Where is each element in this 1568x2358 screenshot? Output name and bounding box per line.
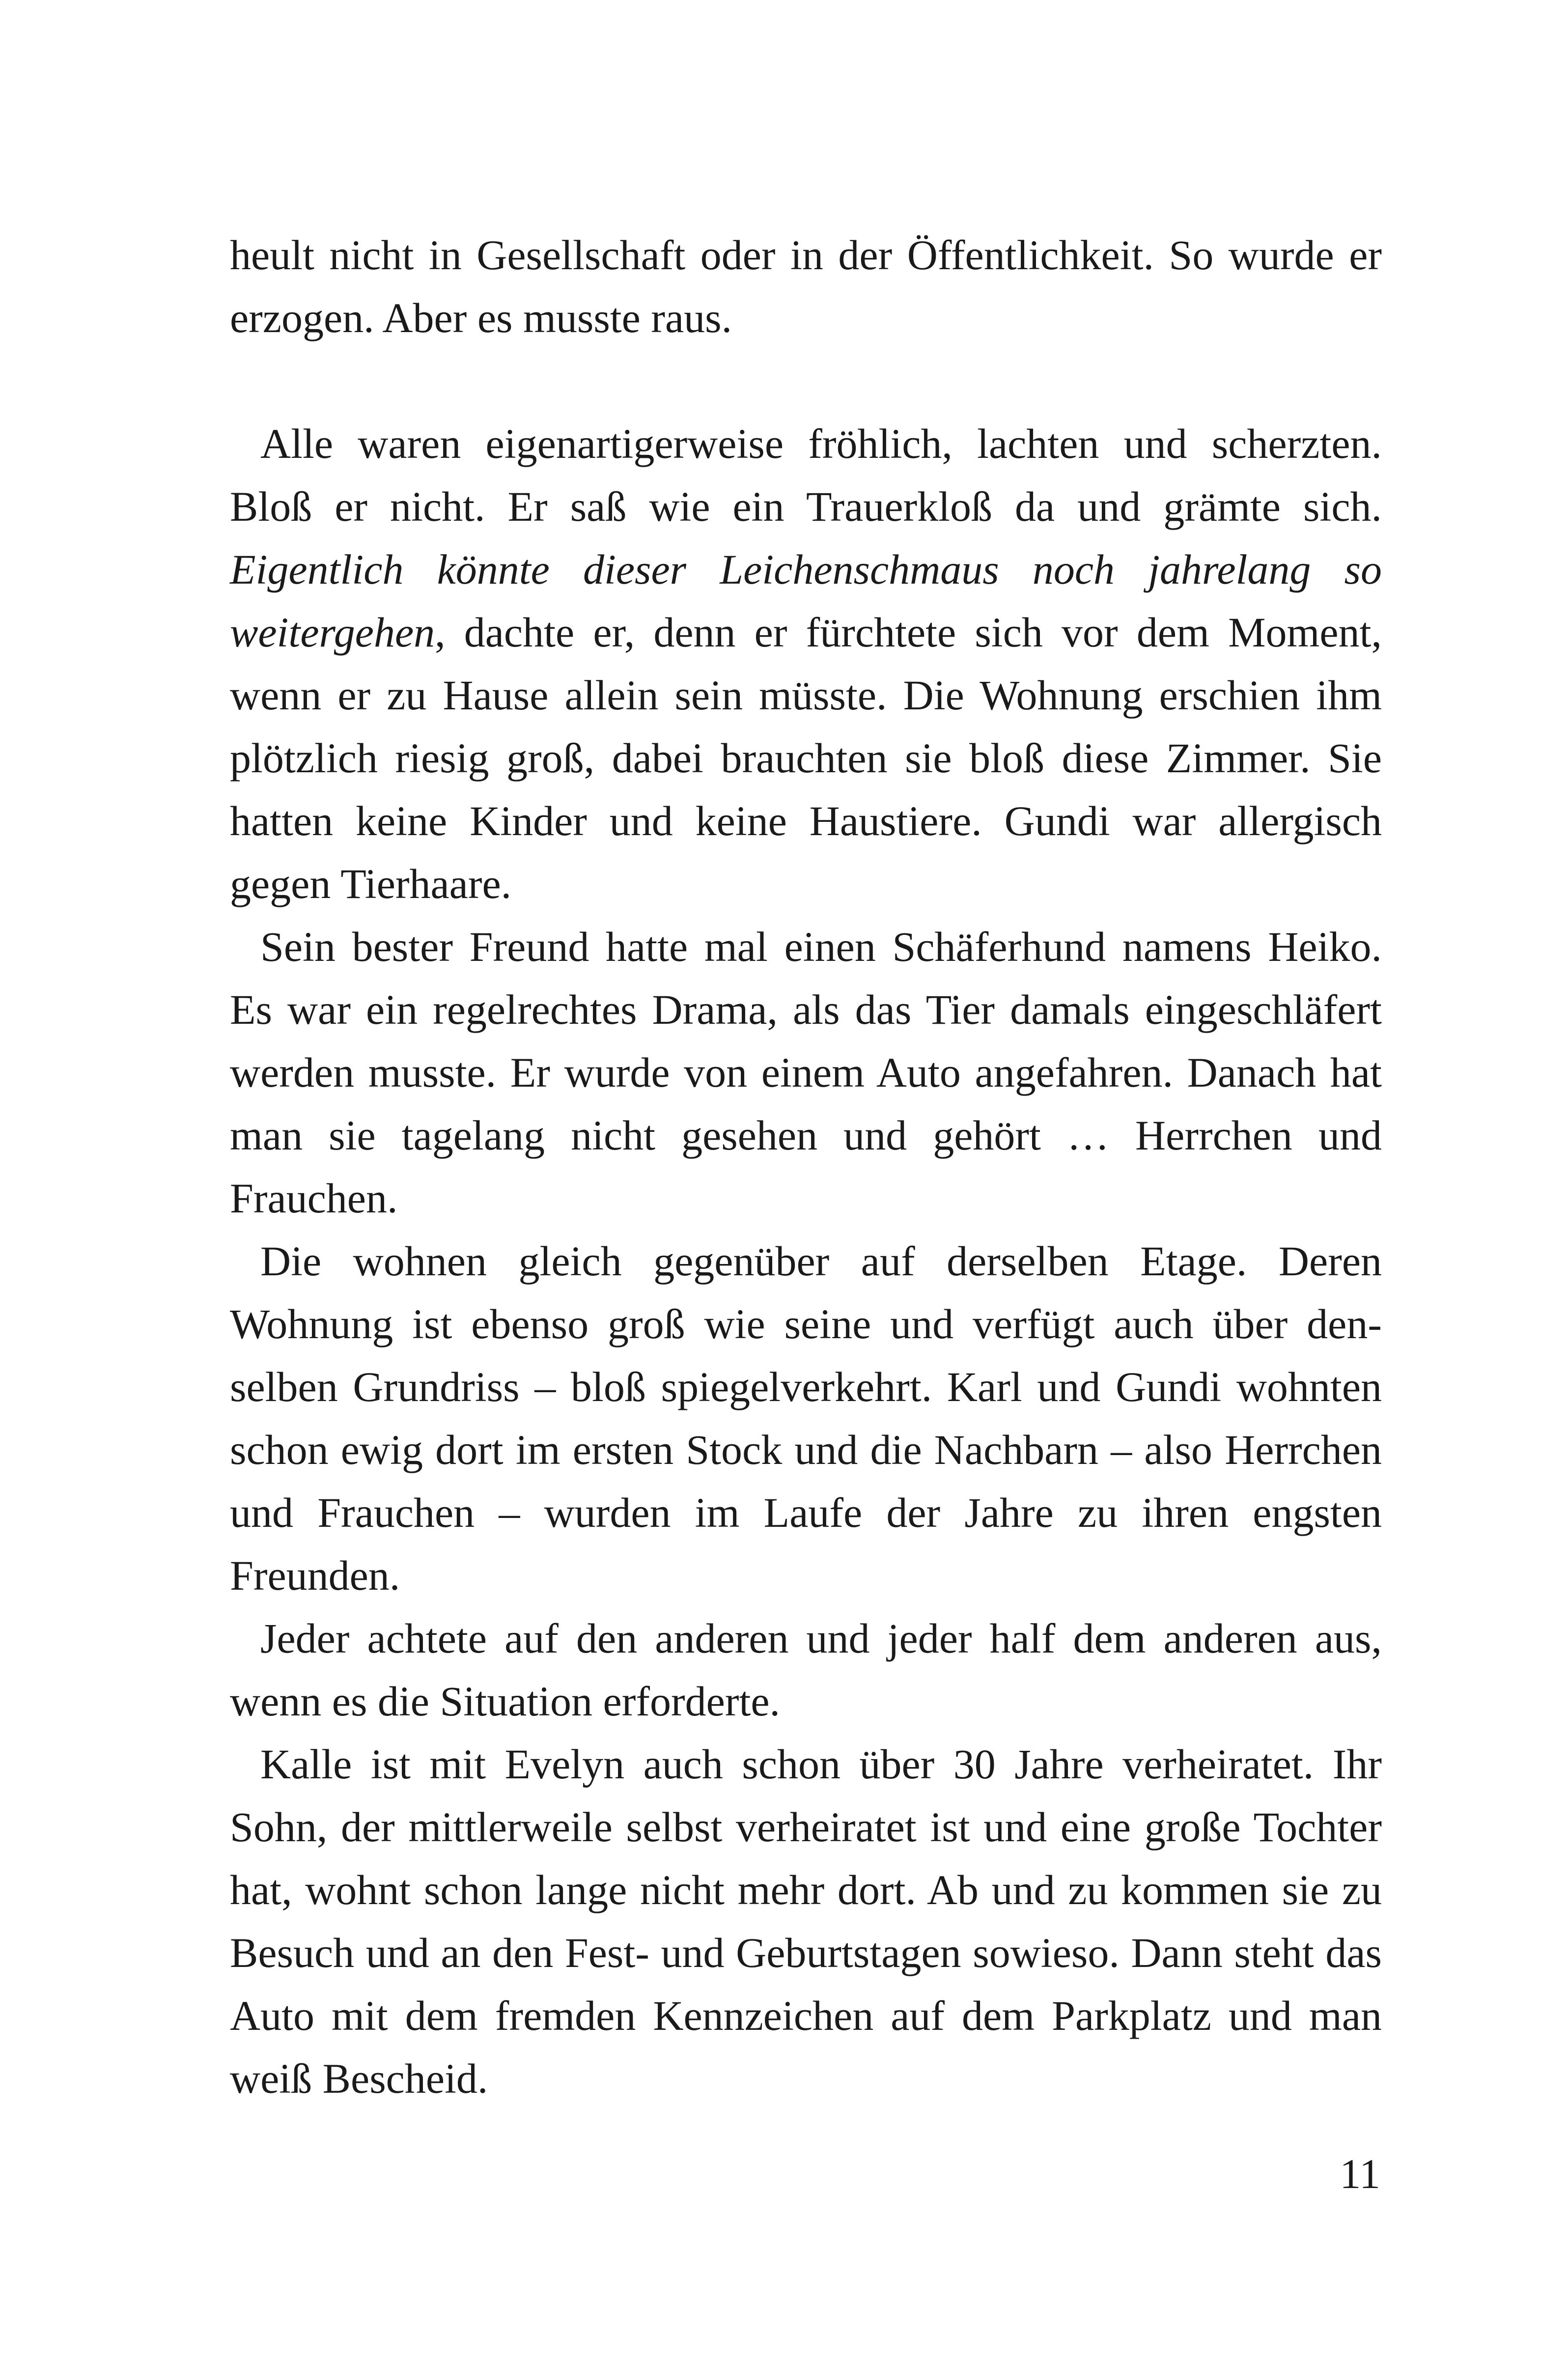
paragraph-2-lead: Alle waren eigenartigerweise fröhlich, lachten und scherzten. Bloß er nicht. Er saß wie ein Trauerkloß da und grämte sich.: [230, 420, 1382, 530]
body-text: [230, 224, 1382, 2110]
paragraph-5: Jeder achtete auf den anderen und jeder half dem anderen aus, wenn es die Situation erforderte.: [230, 1615, 1382, 1725]
paragraph-4: Die wohnen gleich gegenüber auf derselben Etage. Deren Wohnung ist ebenso groß wie seine und verfügt auch über denselben Grundriss – bloß spiegelverkehrt. Karl und Gundi wohnten schon ewig dort im ersten Stock und die Nachbarn – also Herrchen und Frauchen – wurden im Laufe der Jahre zu ihren engsten Freunden.: [230, 1237, 1382, 1599]
paragraph-2-tail: , dachte er, denn er fürchtete sich vor dem Moment, wenn er zu Hause allein sein müsste. Die Wohnung erschien ihm plötzlich riesig groß, dabei brauchten sie bloß diese Zimmer. Sie hatten keine Kinder und keine Haustiere. Gundi war allergisch gegen Tierhaare.: [230, 609, 1382, 907]
paragraph-1: heult nicht in Gesellschaft oder in der Öffentlichkeit. So wurde er erzogen. Aber es musste raus.: [230, 231, 1382, 341]
paragraph-2: [230, 412, 1382, 915]
paragraph-3: Sein bester Freund hatte mal einen Schäferhund namens Heiko. Es war ein regelrechtes Drama, als das Tier damals eingeschläfert werden musste. Er wurde von einem Auto angefahren. Danach hat man sie tagelang nicht gesehen und gehört … Herrchen und Frauchen.: [230, 923, 1382, 1222]
paragraph-6: Kalle ist mit Evelyn auch schon über 30 Jahre verheiratet. Ihr Sohn, der mittlerweile selbst verheiratet ist und eine große Tochter hat, wohnt schon lange nicht mehr dort. Ab und zu kommen sie zu Besuch und an den Fest- und Geburtstagen sowieso. Dann steht das Auto mit dem fremden Kennzeichen auf dem Parkplatz und man weiß Bescheid.: [230, 1740, 1382, 2102]
paragraph-2-italic-thought: Eigentlich könnte dieser Leichenschmaus noch jahrelang so weitergehen: [230, 546, 1382, 656]
page-number: 11: [1340, 2150, 1380, 2197]
